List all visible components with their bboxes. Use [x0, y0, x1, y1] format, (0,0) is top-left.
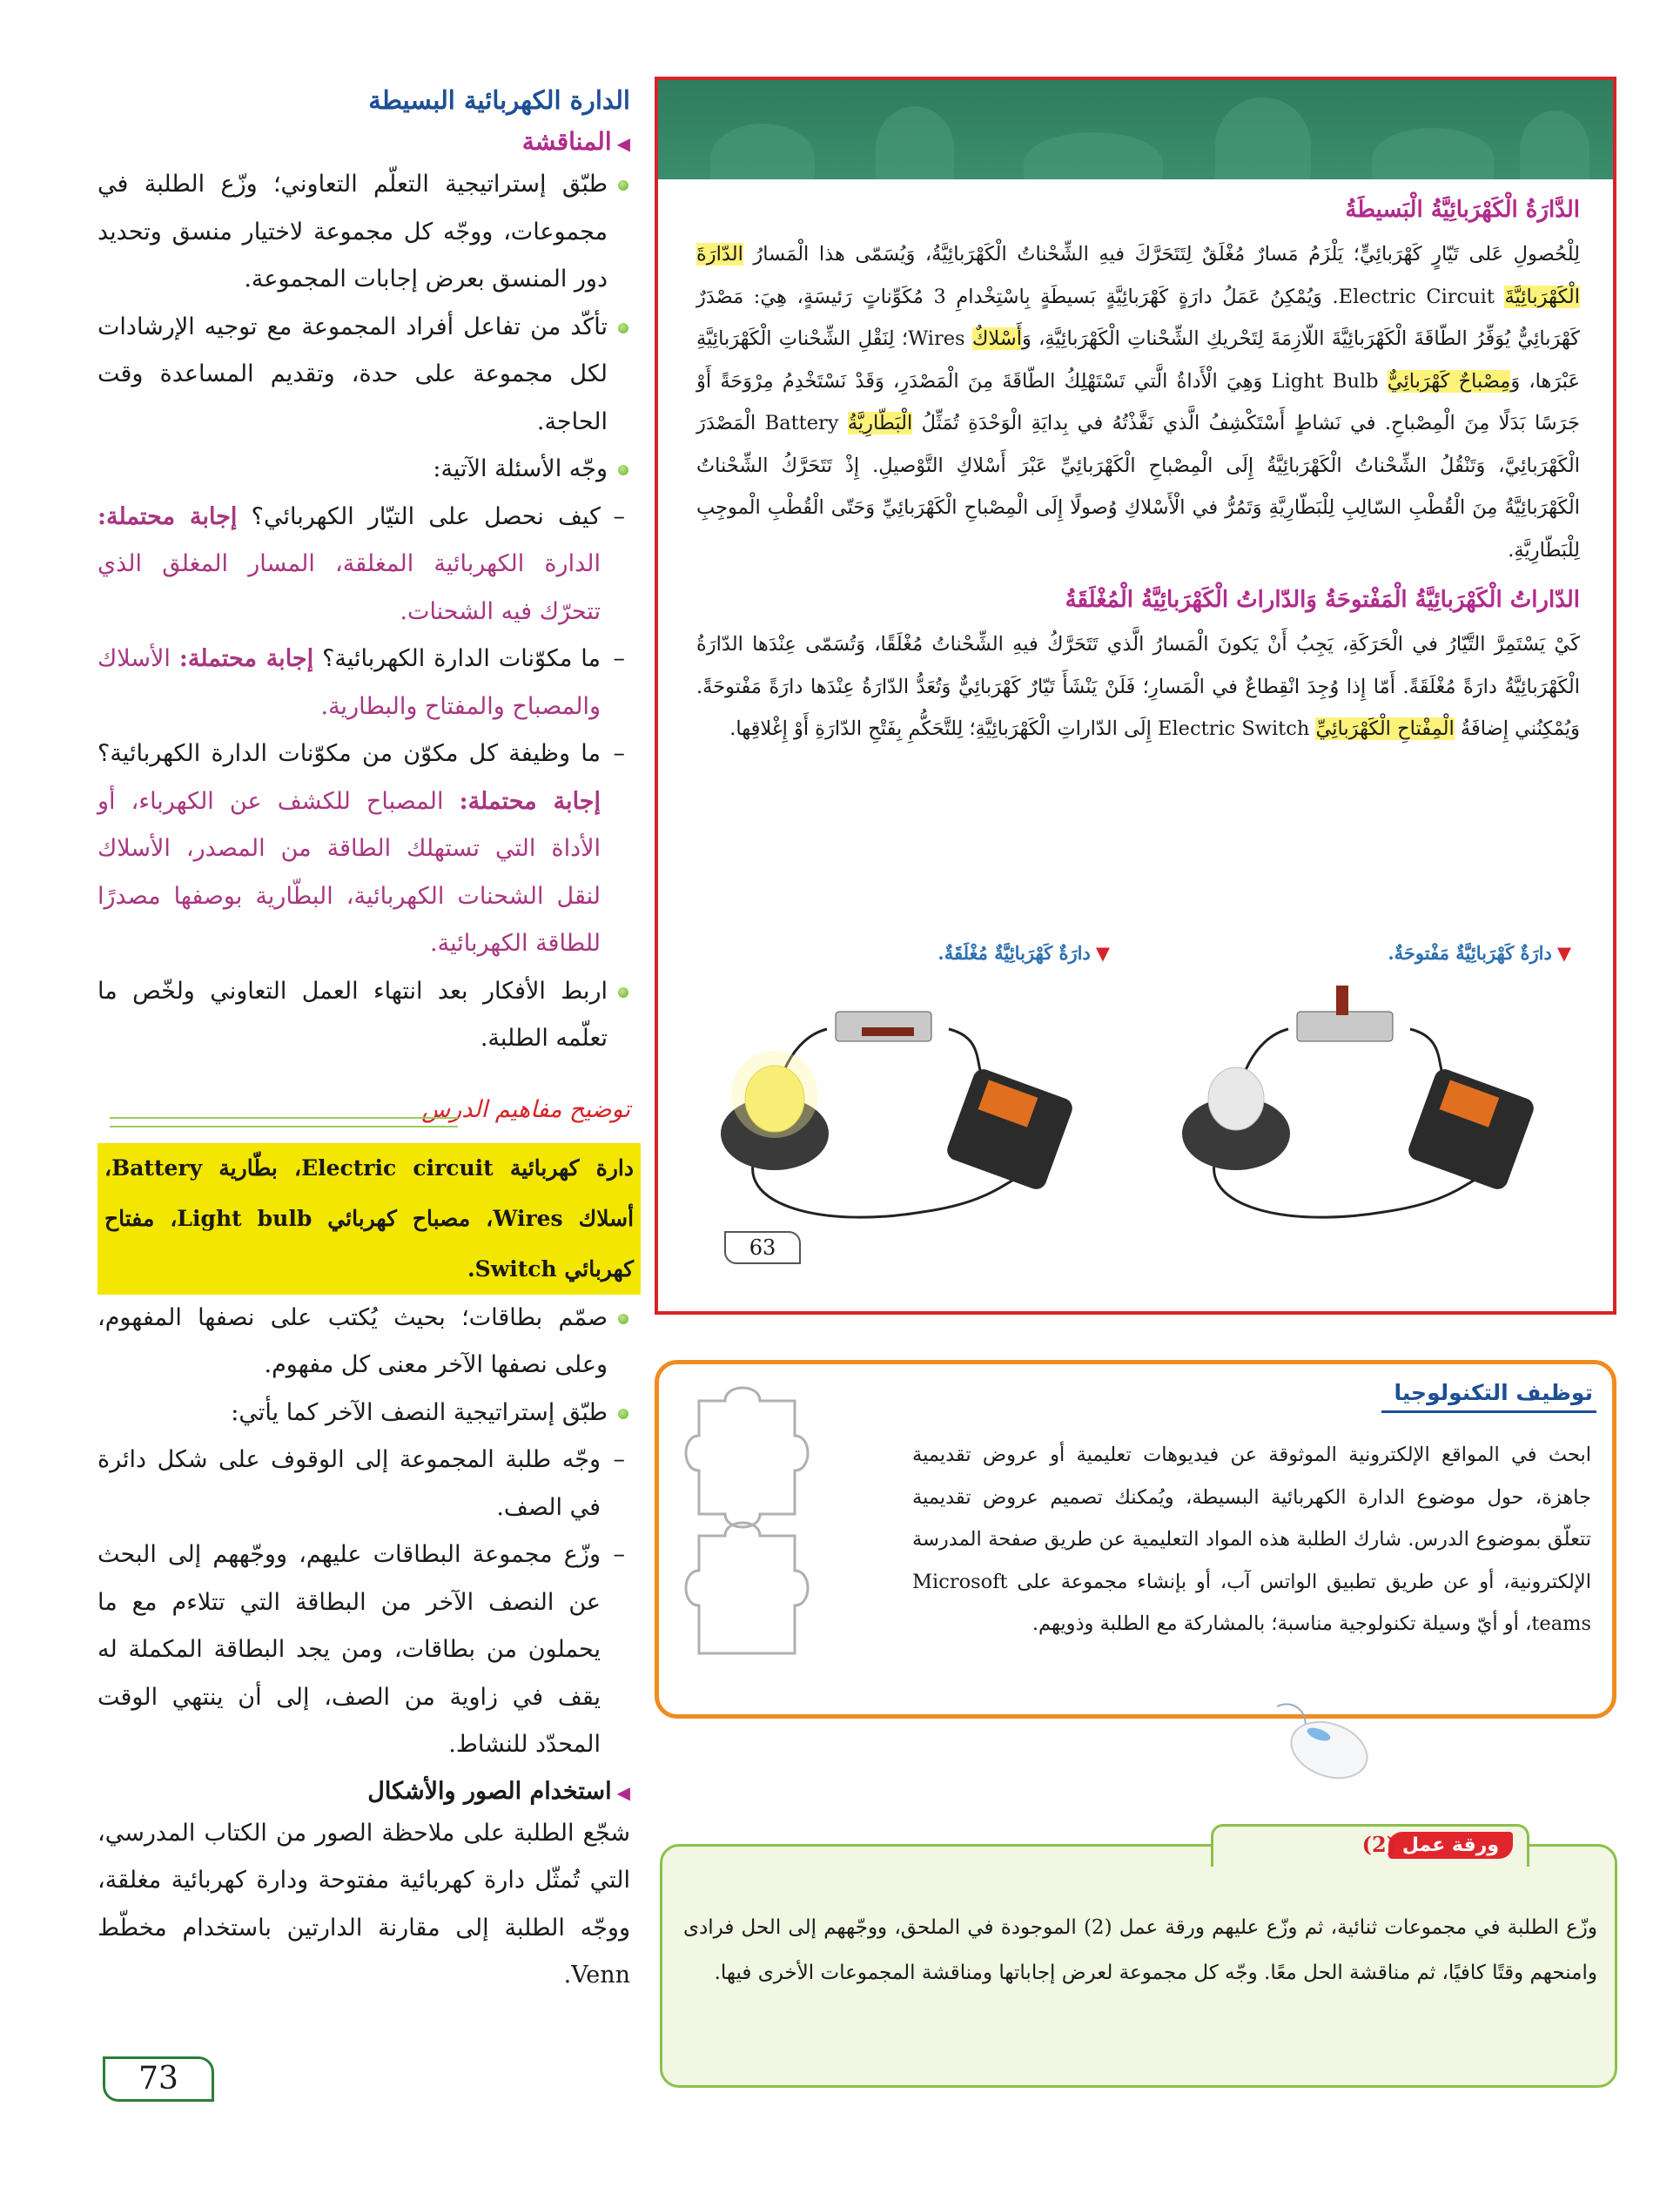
bullet-group-interaction: تأكّد من تفاعل أفراد المجموعة مع توجيه الإرشادات لكل مجموعة على حدة، وتقديم المساعدة وقت الحاجة.: [97, 304, 630, 447]
computer-mouse-icon: [1268, 1698, 1373, 1785]
textbook-page-excerpt: [655, 77, 1616, 1315]
highlighted-term: مِصْباحٌ كَهْرَبائِيٌّ: [1387, 369, 1511, 393]
open-circuit-image: [1158, 977, 1567, 1221]
step-distribute: – وزّع مجموعة البطاقات عليهم، ووجّههم إلى البحث عن النصف الآخر من البطاقة التي تتلاءم مع ما يحملون من بطاقات، ومن يجد البطاقة المكملة له يقف في زاوية من الصف، إلى أن ينتهي الوقت المحدّد للنشاط.: [97, 1531, 630, 1769]
worksheet-text: وزّع الطلبة في مجموعات ثنائية، ثم وزّع عليهم ورقة عمل (2) الموجودة في الملحق، ووجّههم إلى الحل فرادى وامنحهم وقتًا كافيًا، ثم مناقشة الحل معًا. وجّه كل مجموعة لعرض إجاباتها ومناقشة المجموعات الأخرى فيها.: [683, 1916, 1597, 1984]
worksheet-box: [660, 1832, 1617, 2088]
concepts-divider: [110, 1117, 458, 1127]
textbook-page-number: 63: [724, 1231, 801, 1264]
bullet-questions: وجّه الأسئلة الآتية:: [97, 446, 630, 494]
images-text: شجّع الطلبة على ملاحظة الصور من الكتاب المدرسي، التي تُمثّل دارة كهربائية مفتوحة ودارة كهربائية مغلقة، ووجّه الطلبة إلى مقارنة الدارتين باستخدام مخطّط Venn.: [97, 1819, 630, 1989]
textbook-body: [696, 197, 1580, 750]
technology-text: ابحث في المواقع الإلكترونية الموثوقة عن فيديوهات تعليمية أو عروض تقديمية جاهزة، حول موضوع الدارة الكهربائية البسيطة، ويُمكنك تصميم عروض تقديمية تتعلّق بموضوع الدرس. شارك الطلبة هذه المواد التعليمية عن طريق صفحة المدرسة الإلكترونية، أو عن طريق تطبيق الواتس آب، أو بإنشاء مجموعة على Microsoft teams، أو أيّ وسيلة تكنولوجية مناسبة؛ بالمشاركة مع الطلبة وذويهم.: [912, 1444, 1591, 1635]
closed-circuit-image: [696, 977, 1105, 1221]
caption-closed-circuit: ▼دارَةٌ كَهْرَبائِيَّةٌ مُغْلَقَةٌ.: [937, 942, 1110, 964]
triangle-marker-icon: ▼: [1556, 942, 1571, 964]
bullet-cards: صمّم بطاقات؛ بحيث يُكتب على نصفها المفهوم، وعلى نصفها الآخر معنى كل مفهوم.: [97, 1295, 630, 1390]
triangle-marker-icon: ▼: [1095, 942, 1110, 964]
worksheet-label: ورقة عمل: [1388, 1832, 1513, 1859]
arrow-marker-icon: ◀: [616, 133, 630, 154]
paragraph-simple-circuit: [696, 233, 1580, 571]
concepts-title: توضيح مفاهيم الدرس: [421, 1095, 630, 1123]
text-segment: كَيْ يَسْتَمِرَّ التَّيّارُ في الْحَرَكَةِ، يَجِبُ أَنْ يَكونَ الْمَسارُ الَّذي تَتَحَرَّكُ فيهِ الشِّحْناتُ مُغْلَقًا، وَتُسَمّى عِنْدَها الدّارَةُ الْكَهْرَبائِيَّةُ دارَةً مُغْلَقَةً. أَمّا إِذا وُجِدَ انْقِطاعٌ في الْمَسارِ؛ فَلَنْ يَنْشَأَ تَيّارٌ كَهْرَبائِيٌّ وَتُعَدُّ الدّارَةُ عِنْدَها دارَةً مَفْتوحَةً. وَيُمْكِنُني إِضافَةُ: [696, 633, 1580, 740]
technology-title: توظيف التكنولوجيا: [1381, 1380, 1596, 1413]
text-segment: Electric Switch إِلَى الدّاراتِ الْكَهْرَبائِيَّةِ؛ لِلتَّحَكُّمِ بِفَتْحِ الدّارَةِ أَوْ إِغْلاقِها.: [729, 717, 1316, 740]
text-segment: لِلْحُصولِ عَلى تَيّارٍ كَهْرَبائِيٍّ؛ يَلْزَمُ مَسارٌ مُغْلَقٌ لِتَتَحَرَّكَ فيهِ الشِّحْناتُ الْكَهْرَبائِيَّةُ، وَيُسَمّى هذا الْمَسارُ: [743, 243, 1580, 266]
highlighted-term: الْمِفْتاحِ الْكَهْرَبائِيِّ: [1315, 717, 1455, 740]
step-circle: – وجّه طلبة المجموعة إلى الوقوف على شكل دائرة في الصف.: [97, 1437, 630, 1531]
text-segment: Battery الْمَصْدَرَ الْكَهْرَبائِيَّ، وَتَنْقُلُ الشِّحْناتُ الْكَهْرَبائِيَّةُ إِلَى الْمِصْباحِ الْكَهْرَبائِيِّ عَبْرَ أَسْلاكِ التَّوْصيلِ. إِذْ تَتَحَرَّكُ الشِّحْناتُ الْكَهْرَبائِيَّةُ مِنَ الْقُطْبِ السّالِبِ لِلْبَطّارِيَّةِ وَتَمُرُّ في الْأَسْلاكِ وُصولًا إِلَى الْمِصْباحِ الْكَهْرَبائِيِّ وَحَتّى الْقُطْبِ الْموجِبِ لِلْبَطّارِيَّةِ.: [696, 412, 1580, 562]
circuit-figures: [696, 942, 1580, 1229]
highlighted-term: أَسْلاكٌ: [971, 327, 1022, 350]
bullet-cooperative-learning: طبّق إستراتيجية التعلّم التعاوني؛ وزّع الطلبة في مجموعات، ووجّه كل مجموعة لاختيار منسق وتحديد دور المنسق بعرض إجابات المجموعة.: [97, 161, 630, 304]
highlighted-term: الْبَطّارِيَّةُ: [847, 412, 913, 434]
textbook-column: [655, 77, 1636, 2096]
caption-open-circuit: ▼دارَةٌ كَهْرَبائِيَّةٌ مَفْتوحَةٌ.: [1388, 942, 1571, 964]
text-segment: Electric Circuit. وَيُمْكِنُ عَمَلُ دارَةٍ كَهْرَبائِيَّةٍ بَسيطَةٍ بِاسْتِخْدامِ 3 مُكَوِّناتٍ رَئيسَةٍ، هِيَ: مَصْدَرٌ كَهْرَبائِيٌّ يُوَفِّرُ الطّاقَةَ الْكَهْرَبائِيَّةَ اللّازِمَةَ لِتَحْريكِ الشِّحْناتِ الْكَهْرَبائِيَّةِ، وَ: [696, 285, 1580, 350]
arrow-marker-icon: ◀: [616, 1781, 630, 1803]
bullet-other-half: طبّق إستراتيجية النصف الآخر كما يأتي:: [97, 1390, 630, 1437]
highlighted-term: الدّارَةَ الْكَهْرَبائِيَّةَ: [696, 243, 1580, 308]
guide-page-number: 73: [103, 2056, 214, 2102]
decorative-header-band: [658, 80, 1613, 179]
section-title-simple-circuit: الدَّارَةُ الْكَهْرَبائِيَّةُ الْبَسيطَةُ: [1345, 197, 1580, 223]
images-heading: ◀استخدام الصور والأشكال: [367, 1777, 630, 1805]
worksheet-tag: [1211, 1824, 1529, 1867]
bullet-summarize: اربط الأفكار بعد انتهاء العمل التعاوني ولخّص ما تعلّمه الطلبة.: [97, 968, 630, 1063]
puzzle-pieces-icon: [673, 1383, 821, 1671]
question-3: – ما وظيفة كل مكوّن من مكوّنات الدارة الكهربائية؟ إجابة محتملة: المصباح للكشف عن الكهرباء، أو الأداة التي تستهلك الطاقة من المصدر، الأسلاك لنقل الشحنات الكهربائية، البطّارية بوصفها مصدرًا للطاقة الكهربائية.: [97, 730, 630, 968]
paragraph-open-closed: [696, 623, 1580, 750]
technology-box: [655, 1360, 1616, 1719]
text-segment: Light Bulb وَهِيَ الْأَداةُ الَّتي تَسْتَهْلِكُ الطّاقَةَ مِنَ الْمَصْدَرِ، وَقَدْ نَسْتَخْدِمُ مِرْوَحَةً أَوْ جَرَسًا بَدَلًا مِنَ الْمِصْباحِ. في نَشاطٍ أَسْتَكْشِفُ الَّذي نَفَّذْتُهُ في بِدايَةِ الْوَحْدَةِ تُمَثِّلُ: [696, 369, 1580, 434]
section-title-open-closed: الدّاراتُ الْكَهْرَبائِيَّةُ الْمَفْتوحَةُ وَالدّاراتُ الْكَهْرَبائِيَّةُ الْمُغْلَقَةُ: [1065, 587, 1580, 613]
worksheet-number: (2): [1361, 1832, 1396, 1857]
key-terms: دارة كهربائية Electric circuit، بطّارية Battery، أسلاك Wires، مصباح كهربائي Light bulb، مفتاح كهربائي Switch.: [97, 1143, 641, 1295]
teacher-guide-column: [97, 85, 635, 2000]
question-2: – ما مكوّنات الدارة الكهربائية؟ إجابة محتملة: الأسلاك والمصباح والمفتاح والبطارية.: [97, 636, 630, 730]
lesson-title: الدارة الكهربائية البسيطة: [368, 85, 630, 115]
concepts-heading: [97, 1096, 630, 1140]
question-1: – كيف نحصل على التيّار الكهربائي؟ إجابة محتملة: الدارة الكهربائية المغلقة، المسار المغلق الذي تتحرّك فيه الشحنات.: [97, 494, 630, 636]
text-segment: Wires؛ لِنَقْلِ الشِّحْناتِ الْكَهْرَبائِيَّةِ عَبْرَها، وَ: [696, 327, 1581, 393]
discussion-heading: ◀المناقشة: [521, 127, 630, 156]
